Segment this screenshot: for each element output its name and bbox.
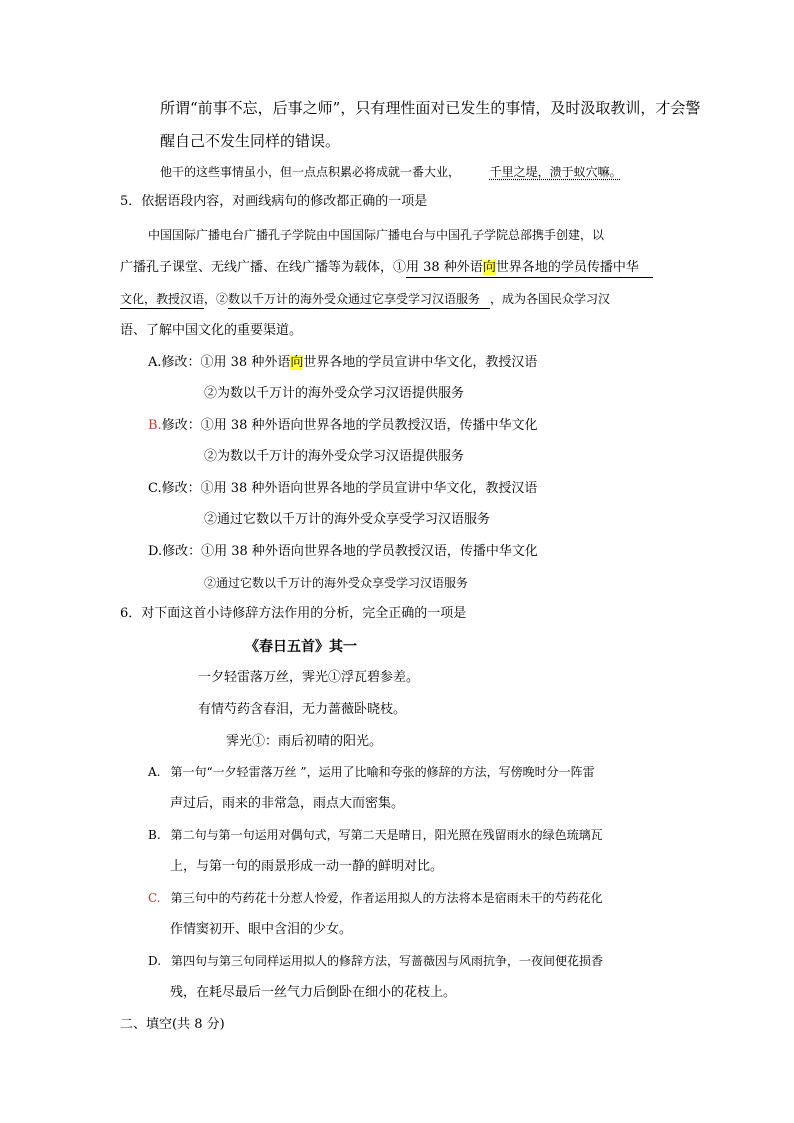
q5-paragraph-line-4: 语、了解中国文化的重要渠道。	[120, 323, 303, 338]
q5-option-b-line-2: ②为数以千万计的海外受众学习汉语提供服务	[204, 449, 465, 464]
q6-poem-line-1: 一夕轻雷落万丝，霁光①浮瓦碧参差。	[198, 670, 420, 685]
intro-line-2: 醒自己不发生同样的错误。	[160, 132, 341, 150]
q6-option-b-line-2: 上，与第一句的雨景形成一动一静的鲜明对比。	[170, 859, 444, 874]
q6-option-c	[148, 892, 603, 904]
q5-para-l2-a: 广播孔子课堂、无线广播、在线广播等为载体，①	[120, 260, 407, 275]
q6-option-d-line-2: 残，在耗尽最后一丝气力后倒卧在细小的花枝上。	[170, 985, 457, 1000]
intro-line-3	[160, 166, 622, 178]
q6-poem-title: 《春日五首》其一	[245, 639, 357, 655]
q5-paragraph-line-2	[120, 261, 653, 274]
q5-underlined-sentence-2	[228, 292, 490, 309]
q6-option-c-line-1: 第三句中的芍药花十分惹人怜爱，作者运用拟人的方法将本是宿雨未干的芍药花化	[170, 891, 603, 905]
q5-option-a-label: A.	[148, 355, 162, 370]
q6-option-b-label: B.	[148, 828, 161, 842]
q6-stem: 6．对下面这首小诗修辞方法作用的分析，完全正确的一项是	[120, 606, 467, 621]
q5-option-a-rest: 世界各地的学员宣讲中华文化，教授汉语	[303, 355, 538, 370]
q6-option-a-label: A.	[148, 765, 161, 779]
q5-option-c-line-1: 修改：①用 38 种外语向世界各地的学员宣讲中华文化，教授汉语	[161, 481, 538, 496]
q6-option-d	[148, 955, 603, 967]
q5-option-c	[148, 482, 537, 495]
q5-option-b	[148, 419, 538, 432]
q5-option-b-label: B.	[148, 418, 162, 433]
q6-option-a-line-2: 声过后，雨来的非常急，雨点大而密集。	[170, 796, 405, 811]
q5-option-c-label: C.	[148, 481, 162, 496]
q5-option-a-prefix: 修改：①用 38 种外语	[161, 355, 291, 370]
q5-paragraph-line-3	[120, 293, 610, 305]
q5-option-d-label: D.	[148, 544, 163, 559]
q6-poem-note: 霁光①：雨后初晴的阳光。	[226, 734, 383, 749]
q6-option-a-line-1: 第一句“一夕轻雷落万丝 ”，运用了比喻和夸张的修辞的方法，写傍晚时分一阵雷	[170, 765, 595, 779]
q5-option-d-line-1: 修改：①用 38 种外语向世界各地的学员教授汉语，传播中华文化	[162, 544, 538, 559]
q5-option-c-line-2: ②通过它数以千万计的海外受众享受学习汉语服务	[204, 512, 491, 527]
q6-option-b	[148, 829, 603, 841]
q5-underlined-sentence-1	[406, 260, 653, 278]
q5-option-a-line-2: ②为数以千万计的海外受众学习汉语提供服务	[204, 386, 465, 401]
q5-option-a-highlight: 向	[290, 355, 304, 370]
q6-option-a	[148, 766, 595, 778]
q6-option-d-line-1: 第四句与第三句同样运用拟人的修辞方法，写蔷薇因与风雨抗争，一夜间便花损香	[171, 954, 604, 968]
q6-option-c-line-2: 作情窦初开、眼中含泪的少女。	[170, 922, 353, 937]
section-2-heading: 二、填空(共 8 分)	[120, 1017, 225, 1032]
intro-line-3-a: 他干的这些事情虽小，但一点点积累必将成就一番大业，	[160, 165, 461, 179]
q5-highlight-xiang: 向	[482, 260, 496, 275]
q6-option-b-line-1: 第二句与第一句运用对偶句式，写第二天是晴日，阳光照在残留雨水的绿色琉璃瓦	[170, 828, 603, 842]
q5-paragraph-line-1: 中国国际广播电台广播孔子学院由中国国际广播电台与中国孔子学院总部携手创建，以	[148, 228, 605, 242]
q5-option-d	[148, 545, 538, 558]
q5-stem: 5．依据语段内容，对画线病句的修改都正确的一项是	[120, 194, 428, 209]
q5-option-b-line-1: 修改：①用 38 种外语向世界各地的学员教授汉语，传播中华文化	[161, 418, 538, 433]
intro-line-3-b: 千里之堤，溃于蚁穴嘛。	[489, 165, 622, 179]
q5-option-a	[148, 356, 537, 369]
q6-option-d-label: D.	[148, 954, 162, 968]
q6-poem-line-2: 有情芍药含春泪，无力蔷薇卧晓枝。	[198, 702, 407, 717]
q5-para-l3-d: ，成为各国民众学习汉	[490, 292, 611, 306]
q5-para-l3-a: 文化，教授汉语	[120, 292, 204, 309]
q6-option-c-label: C.	[148, 891, 161, 905]
q5-para-l3-c: 数以千万计的海外受众通过它享受学习汉语服务	[228, 292, 481, 306]
q5-option-d-line-2: ②通过它数以千万计的海外受众享受学习汉语服务	[204, 576, 469, 590]
q5-para-l2-b: 用 38 种外语	[406, 260, 483, 275]
intro-line-1: 所谓“前事不忘，后事之师”，只有理性面对已发生的事情，及时汲取教训，才会警	[160, 99, 701, 117]
q5-para-l3-b: ，②	[204, 292, 229, 306]
q5-para-l2-c: 世界各地的学员传播中华	[495, 260, 639, 275]
